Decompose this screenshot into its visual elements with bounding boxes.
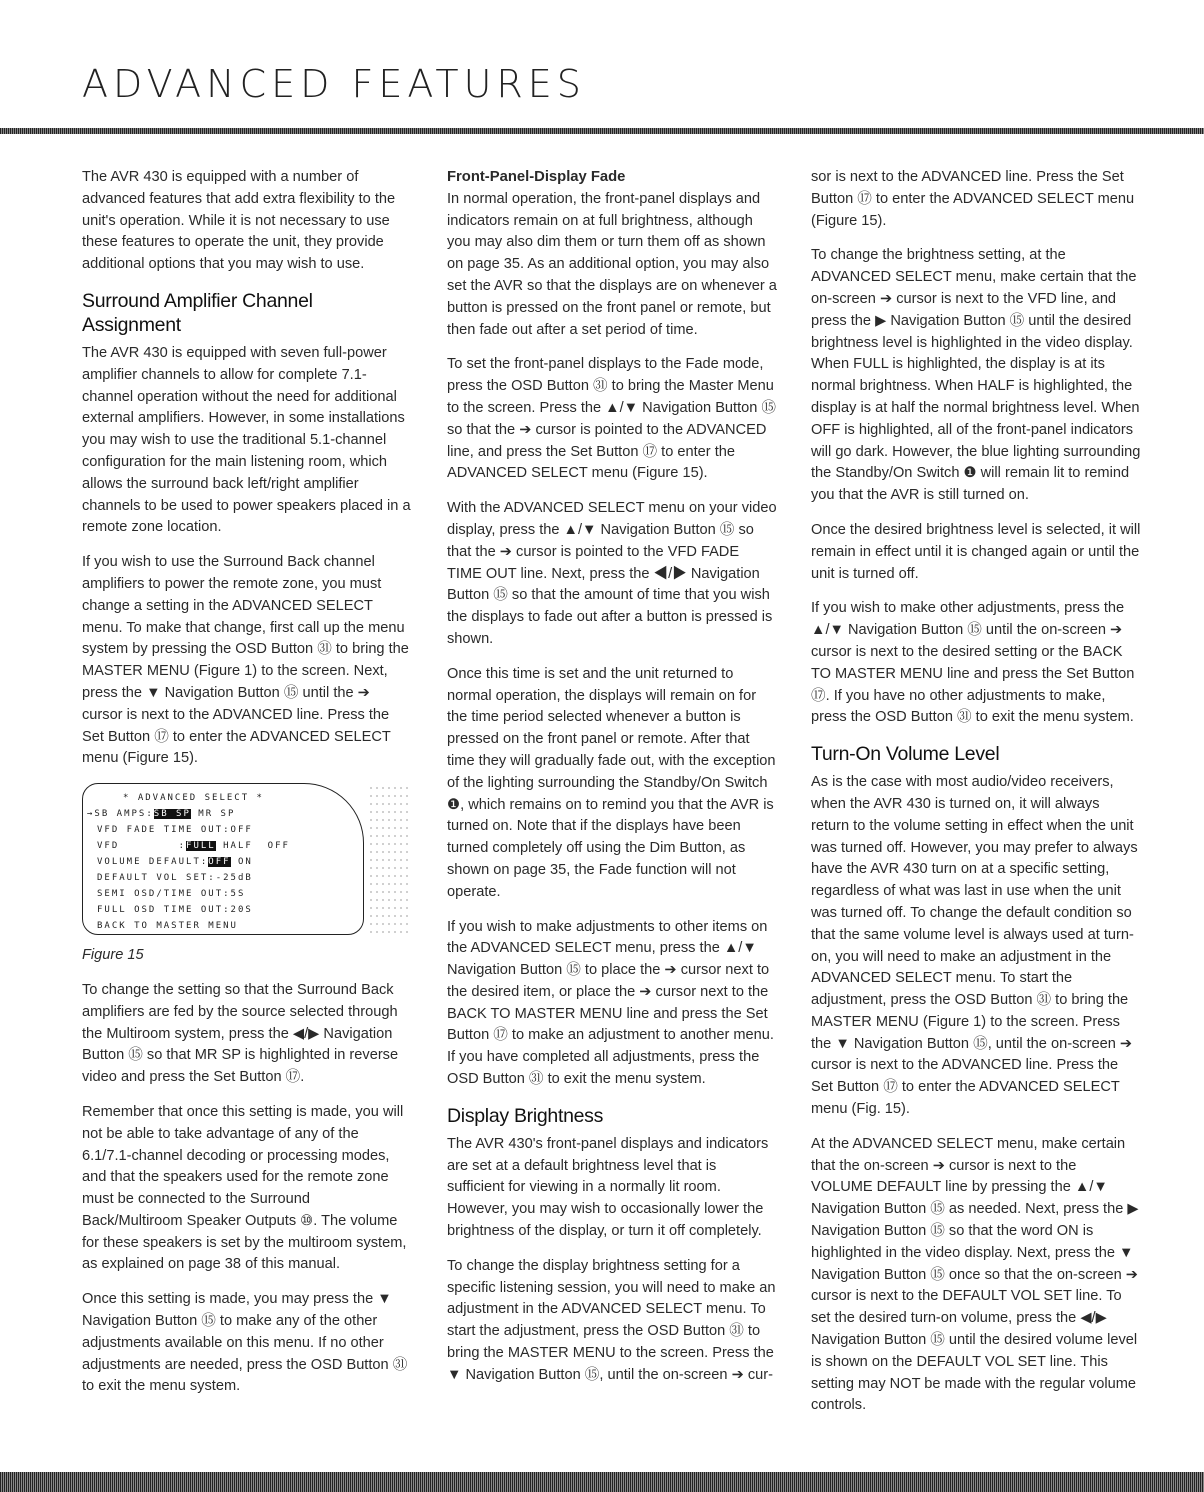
footer-rule — [0, 1472, 1204, 1492]
paragraph: sor is next to the ADVANCED line. Press the Set Button ⑰ to enter the ADVANCED SELECT menu (Figure 15). — [811, 169, 1135, 229]
osd-line-volume-default: VOLUME DEFAULT:OFF ON — [97, 857, 253, 868]
osd-line-back: BACK TO MASTER MENU — [97, 921, 238, 932]
paragraph: To change the display brightness setting for a specific listening session, you will need to make an adjustment in the ADVANCED SELECT menu. To start the adjustment, press the OSD Button ㉛ to bring the MASTER MENU to the screen. Press the ▼ Navigation Button ⑮, until the on-screen ➔ cur- — [447, 1257, 776, 1383]
paragraph: The AVR 430 is equipped with seven full-power amplifier channels to allow for complete 7.1-channel operation without the need for additional external amplifiers. However, in some installations you may wish to use the traditional 5.1-channel configuration for the main listening room, which allows the surround back left/right amplifier channels to be used to power speakers placed in a remote zone location. — [82, 344, 411, 536]
figure-15-osd-menu — [82, 783, 364, 935]
paragraph: To set the front-panel displays to the Fade mode, press the OSD Button ㉛ to bring the Master Menu to the screen. Press the ▲/▼ Navigation Button ⑮ so that the ➔ cursor is pointed to the ADVANCED line, and press the Set Button ⑰ to enter the ADVANCED SELECT menu (Figure 15). — [447, 356, 777, 482]
figure-caption: Figure 15 — [82, 947, 144, 964]
paragraph: With the ADVANCED SELECT menu on your video display, press the ▲/▼ Navigation Button ⑮ so that the ➔ cursor is pointed to the VFD FADE TIME OUT line. Next, press the ◀/▶ Navigation Button ⑮ so that the amount of time that you wish the displays to fade out after a button is pressed is shown. — [447, 500, 777, 647]
paragraph: The AVR 430's front-panel displays and indicators are set at a default brightness level that is sufficient for viewing in a normally lit room. However, you may wish to occasionally lower the brightness of the display, or turn it off completely. — [447, 1135, 769, 1240]
header-rule — [0, 128, 1204, 134]
page-title: ADVANCED FEATURES — [82, 62, 586, 106]
column-2 — [447, 167, 777, 1400]
osd-line-vfd-fade: VFD FADE TIME OUT:OFF — [97, 825, 253, 836]
paragraph: In normal operation, the front-panel displays and indicators remain on at full brightness, although you may also dim them or turn them off as shown on page 35. As an additional option, you may also set the AVR so that the displays are on whenever a button is pressed on the front panel or remote, but then fade out after a set period of time. — [447, 190, 777, 338]
screen-dot-texture — [368, 784, 408, 934]
section-heading-display-brightness: Display Brightness — [447, 1104, 604, 1127]
osd-selected-value: SB SP — [153, 809, 191, 820]
osd-line-default-vol: DEFAULT VOL SET:-25dB — [97, 873, 253, 884]
paragraph: Once this setting is made, you may press the ▼ Navigation Button ⑮ to make any of the other adjustments available on this menu. If no other adjustments are needed, press the OSD Button ㉛ to exit the menu system. — [82, 1291, 408, 1395]
paragraph: To change the brightness setting, at the ADVANCED SELECT menu, make certain that the on-screen ➔ cursor is next to the VFD line, and press the ▶ Navigation Button ⑮ until the desired brightness level is highlighted in the video display. When FULL is highlighted, the display is at its normal brightness. When HALF is highlighted, the display is at half the normal brightness level. When OFF is highlighted, all of the front-panel indicators will go dark. However, the blue lighting surrounding the Standby/On Switch ❶ will remain lit to remind you that the AVR is still turned on. — [811, 247, 1141, 504]
column-1 — [82, 167, 412, 1411]
osd-line-full-osd: FULL OSD TIME OUT:20S — [97, 905, 253, 916]
section-heading-surround-amp: Surround Amplifier Channel Assignment — [82, 289, 313, 336]
osd-line-sb-amps: →SB AMPS:SB SP MR SP — [87, 809, 236, 820]
paragraph: To change the setting so that the Surround Back amplifiers are fed by the source selected through the Multiroom system, press the ◀/▶ Navigation Button ⑮ so that MR SP is highlighted in reverse video and press the Set Button ⑰. — [82, 981, 399, 1086]
subheading-front-panel-fade: Front-Panel-Display Fade — [447, 169, 626, 185]
osd-line-title: * ADVANCED SELECT * — [123, 793, 264, 804]
paragraph: As is the case with most audio/video receivers, when the AVR 430 is turned on, it will always return to the volume setting in effect when the unit was turned off. However, you may prefer to always have the AVR 430 turn on at a specific setting, regardless of what was last in use when the unit was turned off. To change the default condition so that the same volume level is always used at turn-on, you will need to make an adjustment in the ADVANCED SELECT menu. To start the adjustment, press the OSD Button ㉛ to bring the MASTER MENU (Figure 1) to the screen. Press the ▼ Navigation Button ⑮, until the on-screen ➔ cursor is next to the ADVANCED line. Press the Set Button ⑰ to enter the ADVANCED SELECT menu (Fig. 15). — [811, 774, 1138, 1118]
section-heading-turn-on-volume: Turn-On Volume Level — [811, 743, 1000, 766]
osd-selected-value: FULL — [186, 841, 216, 852]
intro-paragraph: The AVR 430 is equipped with a number of advanced features that add extra flexibility to the unit's operation. While it is not necessary to use these features to operate the unit, they provide additional options that you may wish to use. — [82, 169, 396, 273]
paragraph: If you wish to make other adjustments, press the ▲/▼ Navigation Button ⑮ until the on-screen ➔ cursor is next to the desired setting or the BACK TO MASTER MENU line and press the Set Button ⑰. If you have no other adjustments to make, press the OSD Button ㉛ to exit the menu system. — [811, 600, 1135, 726]
paragraph: Once this time is set and the unit returned to normal operation, the displays will remain on for the time period selected whenever a button is pressed on the front panel or remote. After that time they will gradually fade out, with the exception of the lighting surrounding the Standby/On Switch ❶, which remains on to remind you that the AVR is turned on. Note that if the displays have been turned completely off using the Dim Button, as shown on page 35, the Fade function will not operate. — [447, 665, 776, 900]
osd-line-semi-osd: SEMI OSD/TIME OUT:5S — [97, 889, 246, 900]
osd-selected-value: OFF — [208, 857, 231, 868]
osd-line-vfd: VFD :FULL HALF OFF — [97, 841, 290, 852]
paragraph: If you wish to use the Surround Back channel amplifiers to power the remote zone, you must change a setting in the ADVANCED SELECT menu. To make that change, first call up the menu system by pressing the OSD Button ㉛ to bring the MASTER MENU (Figure 1) to the screen. Next, press the ▼ Navigation Button ⑮ until the ➔ cursor is next to the ADVANCED line. Press the Set Button ⑰ to enter the ADVANCED SELECT menu (Figure 15). — [82, 554, 409, 767]
paragraph: If you wish to make adjustments to other items on the ADVANCED SELECT menu, press the ▲/▼ Navigation Button ⑮ to place the ➔ cursor next to the desired item, or place the ➔ cursor next to the BACK TO MASTER MENU line and press the Set Button ⑰ to make an adjustment to another menu. If you have completed all adjustments, press the OSD Button ㉛ to exit the menu system. — [447, 918, 774, 1088]
column-3 — [811, 167, 1141, 1430]
paragraph: Once the desired brightness level is selected, it will remain in effect until it is changed again or until the unit is turned off. — [811, 521, 1141, 582]
paragraph: Remember that once this setting is made, you will not be able to take advantage of any of the 6.1/7.1-channel decoding or processing modes, and that the speakers used for the remote zone must be connected to the Surround Back/Multiroom Speaker Outputs ⑩. The volume for these speakers is set by the multiroom system, as explained on page 38 of this manual. — [82, 1103, 407, 1273]
paragraph: At the ADVANCED SELECT menu, make certain that the on-screen ➔ cursor is next to the VOLUME DEFAULT line by pressing the ▲/▼ Navigation Button ⑮ as needed. Next, press the ▶ Navigation Button ⑮ so that the word ON is highlighted in the video display. Next, press the ▼ Navigation Button ⑮ once so that the on-screen ➔ cursor is next to the DEFAULT VOL SET line. To set the desired turn-on volume, press the ◀/▶ Navigation Button ⑮ until the desired volume level is shown on the DEFAULT VOL SET line. This setting may NOT be made with the regular volume controls. — [811, 1135, 1139, 1414]
